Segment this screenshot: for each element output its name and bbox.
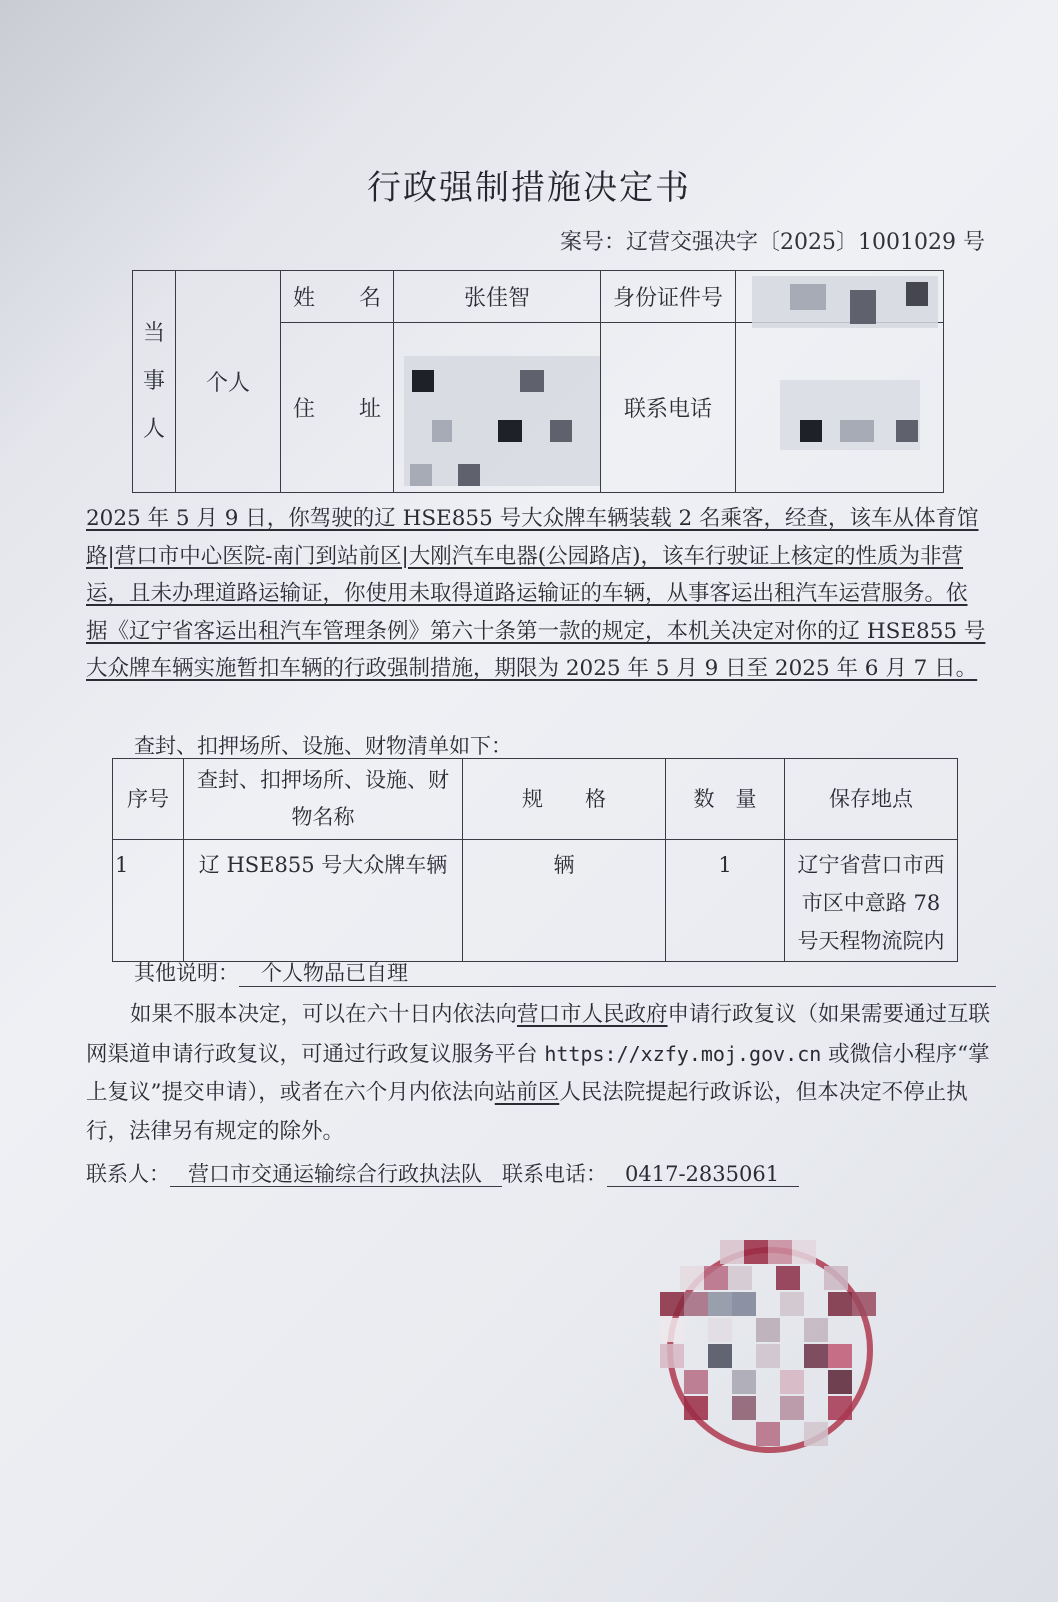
other-label: 其他说明：: [134, 961, 239, 985]
official-seal-redacted: [660, 1240, 880, 1460]
notice-government: 营口市人民政府: [517, 1002, 668, 1027]
party-type: 个人: [176, 271, 281, 493]
row-name: 辽 HSE855 号大众牌车辆: [184, 840, 463, 962]
notice-text-1: 如果不服本决定，可以在六十日内依法向: [130, 1002, 518, 1027]
decision-paragraph: [86, 500, 986, 688]
table-row: [113, 840, 958, 962]
row-spec: 辆: [463, 840, 666, 962]
notice-text-2: 申请行政复议（如果需要通过互联网渠道申请行政复议，可通过行政复议服务平台: [86, 1002, 991, 1067]
party-name: 张佳智: [394, 271, 601, 323]
row-location: 辽宁省营口市西市区中意路 78 号天程物流院内: [785, 840, 958, 962]
appeal-notice: [86, 996, 991, 1151]
contact-person-label: 联系人：: [86, 1162, 170, 1186]
document-title: 行政强制措施决定书: [367, 168, 691, 208]
col-no: 序号: [113, 759, 184, 840]
notice-court: 站前区: [494, 1080, 560, 1105]
row-qty: 1: [666, 840, 785, 962]
items-table: [112, 758, 958, 962]
col-qty: 数 量: [666, 759, 785, 840]
contact-phone-label: 联系电话：: [502, 1162, 607, 1186]
col-name: 查封、扣押场所、设施、财物名称: [184, 759, 463, 840]
col-location: 保存地点: [785, 759, 958, 840]
address-label: 住 址: [281, 323, 394, 493]
col-spec: 规 格: [463, 759, 666, 840]
name-label: 姓 名: [281, 271, 394, 323]
notice-text-3: 或微信小程序“掌上复议”提交申请），或者在六个月内依法向: [86, 1041, 990, 1105]
party-label: 当事人: [133, 271, 176, 493]
contact-person: 营口市交通运输综合行政执法队: [170, 1162, 502, 1187]
contact-phone: 0417-2835061: [607, 1162, 799, 1187]
phone-label: 联系电话: [601, 323, 736, 493]
contact-line: [86, 1158, 799, 1188]
row-no: 1: [113, 840, 184, 962]
notice-text-4: 人民法院提起行政诉讼，但本决定不停止执行，法律另有规定的除外。: [86, 1080, 968, 1144]
id-label: 身份证件号: [601, 271, 736, 323]
other-remarks: [134, 957, 996, 987]
case-number: 案号：辽营交强决字〔2025〕1001029 号: [560, 230, 985, 255]
items-heading: 查封、扣押场所、设施、财物清单如下：: [134, 734, 512, 758]
notice-url: https://xzfy.moj.gov.cn: [544, 1041, 822, 1066]
decision-text: 2025 年 5 月 9 日，你驾驶的辽 HSE855 号大众牌车辆装载 2 名乘客，经查，该车从体育馆路|营口市中心医院-南门到站前区|大刚汽车电器(公园路店)，该车行驶证上核定的性质为非营运，且未办理道路运输证，你使用未取得道路运输证的车辆，从事客运出租汽车运营服务。依据《辽宁省客运出租汽车管理条例》第六十条第一款的规定，本机关决定对你的辽 HSE855 号大众牌车辆实施暂扣车辆的行政强制措施，期限为 2025 年 5 月 9 日至 2025 年 6 月 7 日。: [86, 506, 986, 681]
other-value: 个人物品已自理: [239, 960, 996, 987]
